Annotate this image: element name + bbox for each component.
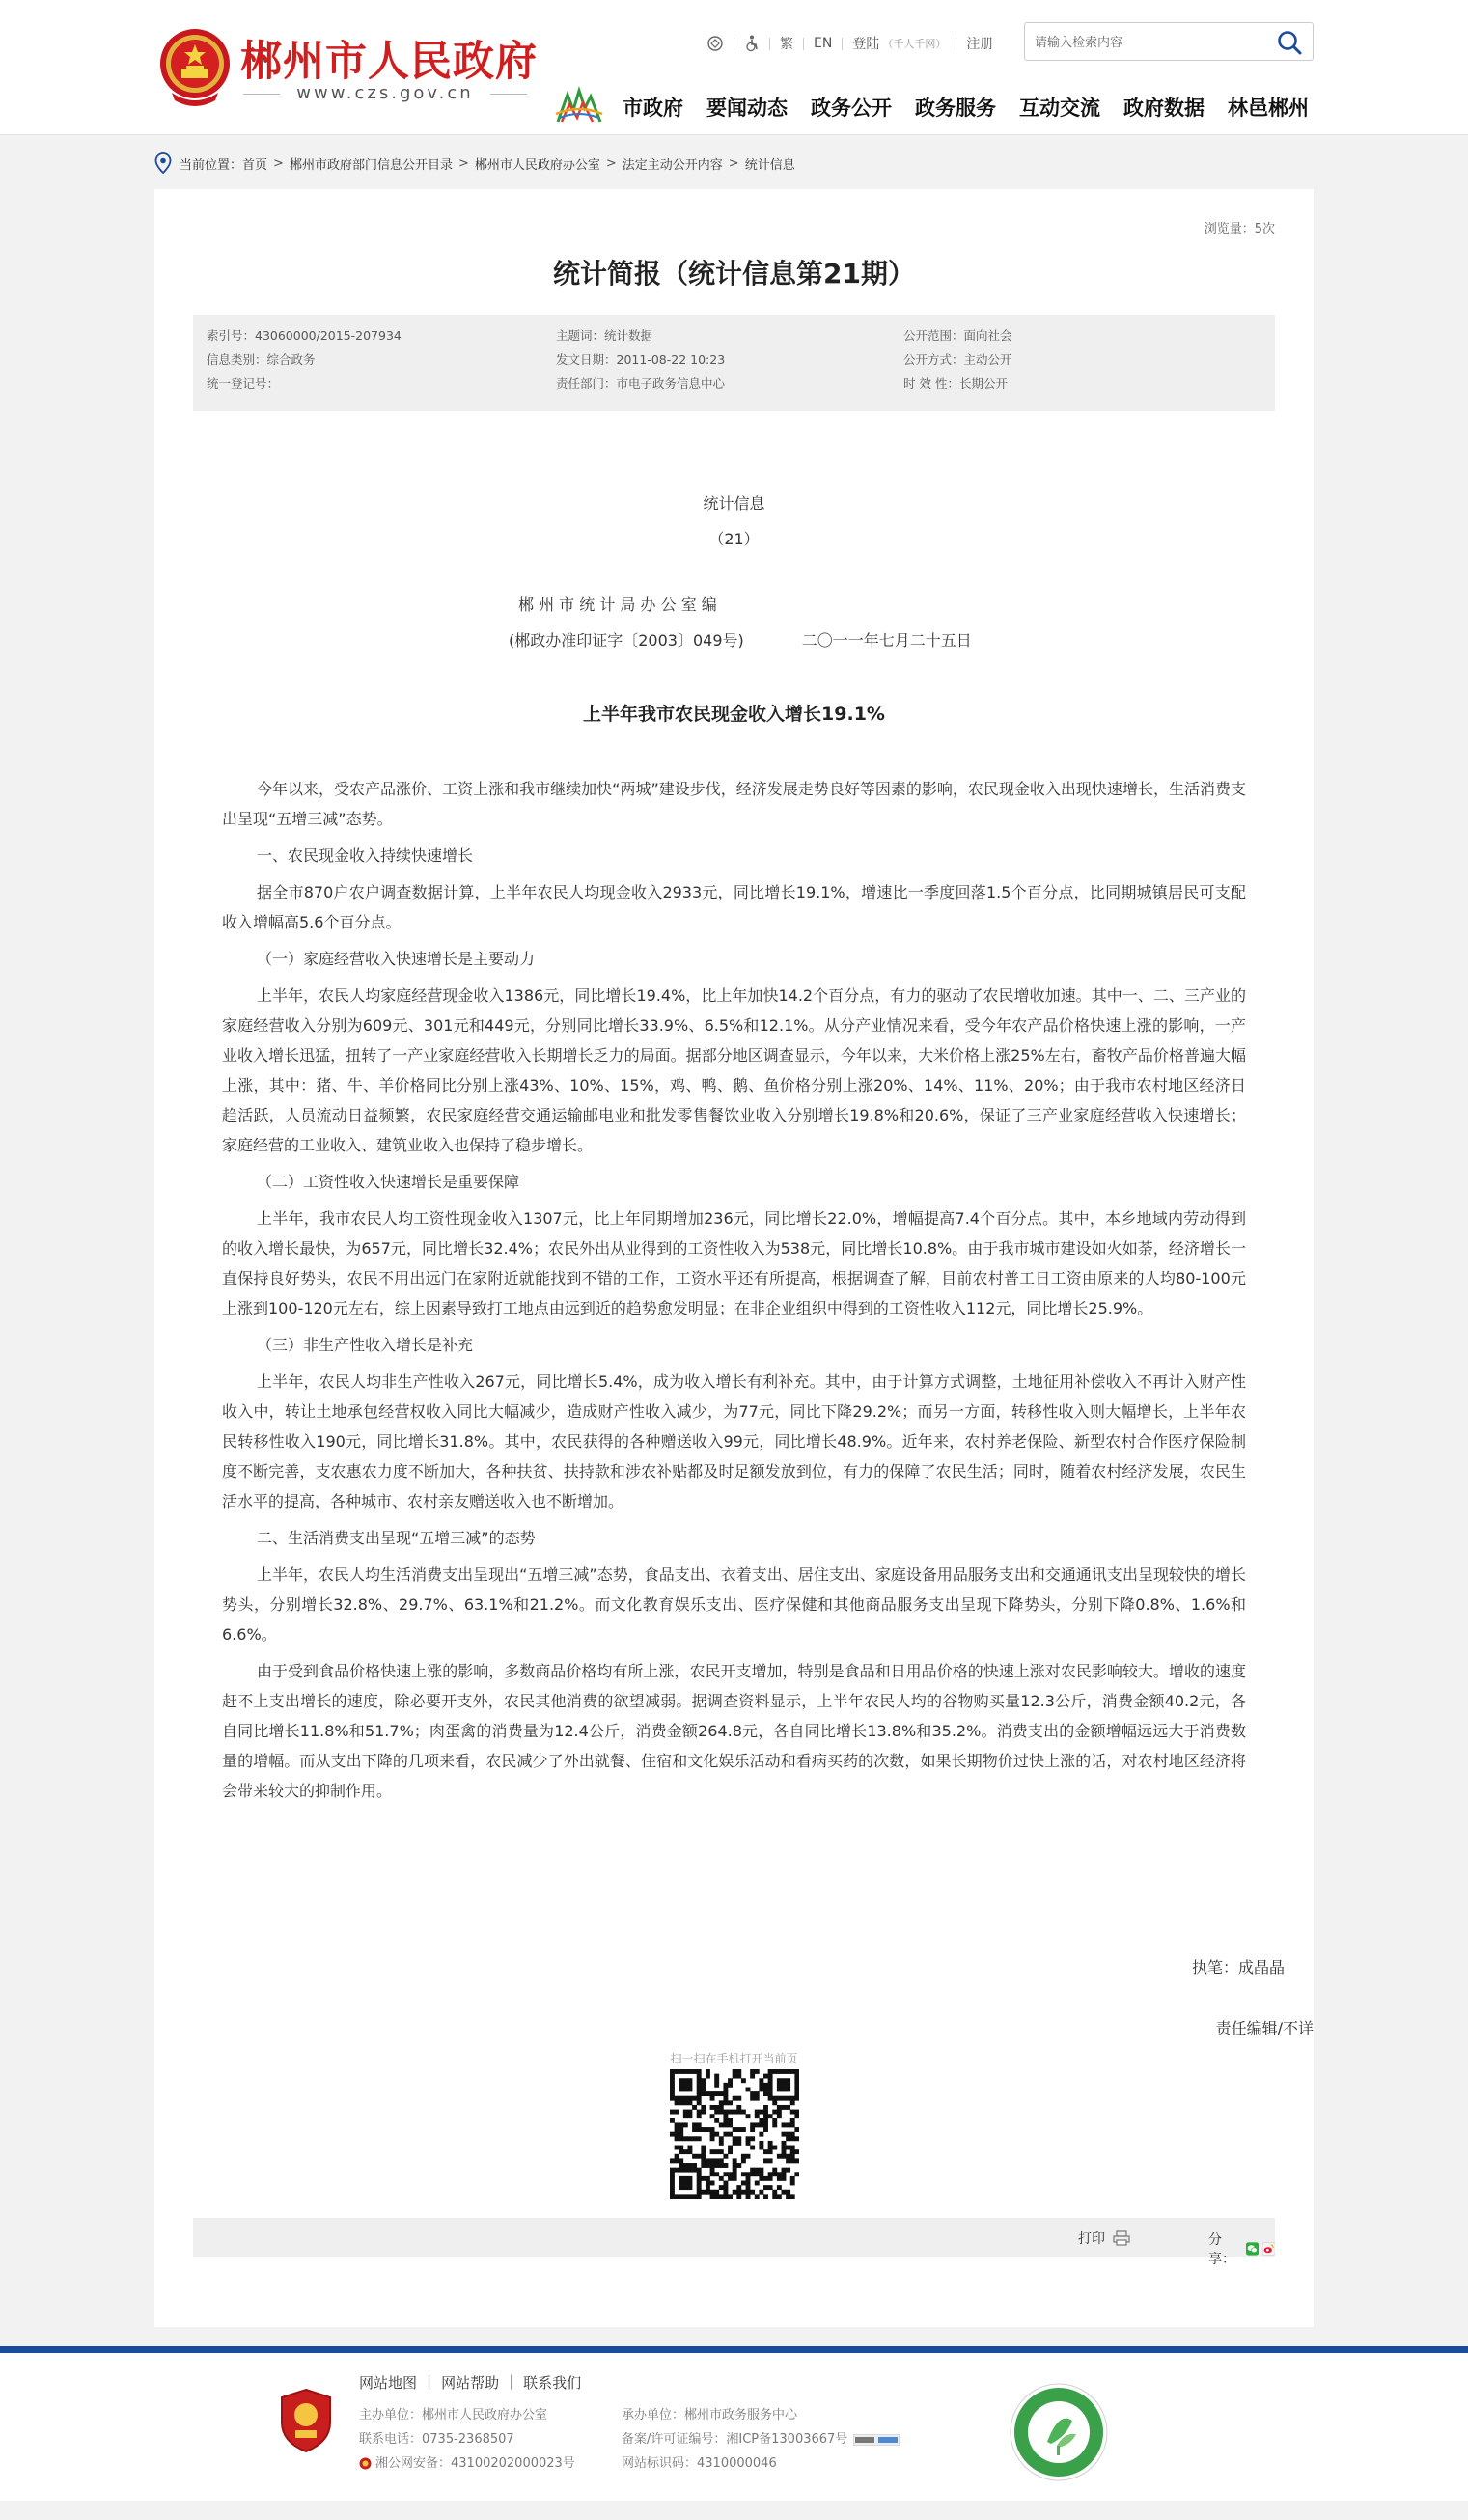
site-header (0, 0, 1468, 135)
section-heading: （一）家庭经营收入快速增长是主要动力 (257, 950, 536, 968)
section-heading: 二、生活消费支出呈现“五增三减”的态势 (257, 1529, 536, 1547)
weibo-icon[interactable] (1262, 2241, 1275, 2257)
footer-police[interactable] (359, 2451, 622, 2476)
page-title: 统计简报（统计信息第21期） (553, 258, 915, 290)
footer-host: 主办单位：郴州市人民政府办公室 (359, 2408, 548, 2423)
footer-link-contact[interactable]: 联系我们 (523, 2374, 582, 2392)
view-count: 浏览量：5次 (1204, 222, 1275, 236)
party-government-badge-icon[interactable] (278, 2388, 334, 2453)
nav-item-data[interactable]: 政府数据 (1123, 97, 1205, 120)
footer-info (359, 2403, 900, 2476)
meta-reg-no: 统一登记号： (207, 376, 280, 391)
meta-subject: 主题词：统计数据 (556, 328, 653, 343)
footer-bottom-strip (0, 2501, 1468, 2520)
login-link[interactable] (843, 34, 956, 53)
breadcrumb-disclosure[interactable]: 法定主动公开内容 (622, 157, 723, 173)
accessibility-icon[interactable] (697, 35, 734, 52)
nav-item-linyi[interactable]: 林邑郴州 (1228, 97, 1309, 120)
login-label: 登陆 (852, 37, 880, 52)
article-body (222, 488, 1246, 1813)
breadcrumb-separator: > (605, 155, 617, 171)
paragraph: 上半年，我市农民人均工资性现金收入1307元，比上年同期增加236元，同比增长22.0%，增幅提高7.4个百分点。其中，本乡地域内劳动得到的收入增长最快，为657元，同比增长32.4%；农民外出从业得到的工资性收入为538元，同比增长10.8%。由于我市城市建设如火如荼，经济增长一直保持良好势头，农民不用出远门在家附近就能找到不错的工作，工资水平还有所提高，根据调查了解，目前农村普工日工资由原来的人均80-100元上涨到100-120元左右，综上因素导致打工地点由远到近的趋势愈发明显；在非企业组织中得到的工资性收入112元，同比增长25.9%。 (222, 1209, 1246, 1317)
breadcrumb-office[interactable]: 郴州市人民政府办公室 (474, 157, 600, 173)
traditional-chinese-link[interactable]: 繁 (780, 37, 793, 52)
police-badge-icon (359, 2457, 372, 2470)
article-issue-date: 二〇一一年七月二十五日 (801, 631, 972, 650)
article-headline: 上半年我市农民现金收入增长19.1% (583, 704, 885, 725)
footer-police-text: 湘公网安备：43100202000023号 (375, 2456, 575, 2471)
paragraph: 上半年，农民人均家庭经营现金收入1386元，同比增长19.4%，比上年加快14.2个百分点，有力的驱动了农民增收加速。其中一、二、三产业的家庭经营收入分别为609元、301元和449元，分别同比增长33.9%、6.5%和12.1%。从分产业情况来看，受今年农产品价格快速上涨的影响，一产业收入增长迅猛，扭转了一产业家庭经营收入长期增长乏力的局面。据部分地区调查显示，今年以来，大米价格上涨25%左右，畜牧产品价格普遍大幅上涨，其中：猪、牛、羊价格同比分别上涨43%、10%、15%，鸡、鸭、鹅、鱼价格分别上涨20%、14%、11%、20%；由于我市农村地区经济日趋活跃，人员流动日益频繁，农民家庭经营交通运输邮电业和批发零售餐饮业收入分别增长19.8%和20.6%，保证了三产业家庭经营收入快速增长；家庭经营的工业收入、建筑业收入也保持了稳步增长。 (222, 986, 1246, 1154)
share-label: 分享： (1208, 2232, 1235, 2267)
article-panel (154, 189, 1314, 2327)
paragraph: 上半年，农民人均非生产性收入267元，同比增长5.4%，成为收入增长有利补充。其中，由于计算方式调整，土地征用补偿收入不再计入财产性收入中，转让土地承包经营权收入同比大幅减少，造成财产性收入减少，为77元，同比下降29.2%；而另一方面，转移性收入则大幅增长，上半年农民转移性收入190元，同比增长31.8%。其中，农民获得的各种赠送收入99元，同比增长48.9%。近年来，农村养老保险、新型农村合作医疗保险制度不断完善，支农惠农力度不断加大，各种扶贫、扶持款和涉农补贴都及时足额发放到位，有力的保障了农民生活；同时，随着农村经济发展，农民生活水平的提高，各种城市、农村亲友赠送收入也不断增加。 (222, 1372, 1246, 1510)
footer-site-code: 网站标识码：4310000046 (622, 2456, 777, 2471)
footer-organizer: 承办单位：郴州市政务服务中心 (622, 2408, 798, 2423)
footer-link-sitemap[interactable]: 网站地图 (359, 2374, 418, 2392)
meta-publish-date: 发文日期：2011-08-22 10:23 (556, 352, 726, 367)
share-bar (1208, 2229, 1275, 2268)
nav-item-open-affairs[interactable]: 政务公开 (811, 97, 892, 120)
paragraph: 上半年，农民人均生活消费支出呈现出“五增三减”态势，食品支出、衣着支出、居住支出、家庭设备用品服务支出和交通通讯支出呈现较快的增长势头，分别增长32.8%、29.7%、63.1%和21.2%。而文化教育娱乐支出、医疗保健和其他商品服务支出呈现下降势头，分别下降0.8%、1.6%和6.6%。 (222, 1565, 1246, 1644)
meta-scope: 公开范围：面向社会 (903, 328, 1012, 343)
qr-code (670, 2069, 799, 2199)
article-permit: (郴政办准印证字〔2003〕049号) (509, 631, 744, 650)
section-heading: （二）工资性收入快速增长是重要保障 (257, 1173, 520, 1191)
meta-department: 责任部门：市电子政务信息中心 (556, 376, 726, 391)
footer-icp[interactable]: 备案/许可证编号：湘ICP备13003667号 (622, 2432, 848, 2447)
search-input[interactable] (1035, 31, 1257, 54)
breadcrumb-current[interactable]: 统计信息 (744, 157, 795, 173)
printer-icon (1113, 2230, 1130, 2246)
meta-validity: 时 效 性：长期公开 (903, 376, 1008, 391)
breadcrumb (154, 152, 795, 174)
document-metadata (193, 315, 1275, 411)
print-label: 打印 (1078, 2231, 1105, 2247)
footer-link-help[interactable]: 网站帮助 (441, 2374, 500, 2392)
paragraph: 据全市870户农户调查数据计算，上半年农民人均现金收入2933元，同比增长19.1%，增速比一季度回落1.5个百分点，比同期城镇居民可支配收入增幅高5.6个百分点。 (222, 883, 1246, 931)
location-pin-icon (154, 152, 172, 174)
article-paragraphs (222, 774, 1246, 1806)
breadcrumb-separator: > (728, 155, 739, 171)
divider: | (509, 2372, 514, 2390)
paragraph: 由于受到食品价格快速上涨的影响，多数商品价格均有所上涨，农民开支增加，特别是食品和日用品价格的快速上涨对农民影响较大。增收的速度赶不上支出增长的速度，除必要开支外，农民其他消费的欲望减弱。据调查资料显示，上半年农民人均的谷物购买量12.3公斤，消费金额40.2元，各自同比增长11.8%和51.7%；肉蛋禽的消费量为12.4公斤，消费金额264.8元，各自同比增长13.8%和35.2%。消费支出的金额增幅远远大于消费数量的增幅。而从支出下降的几项来看，农民减少了外出就餐、住宿和文化娱乐活动和看病买药的次数，如果长期物价过快上涨的话，对农村地区经济将会带来较大的抑制作用。 (222, 1662, 1246, 1800)
print-button[interactable] (1078, 2229, 1130, 2248)
icp-badge-icon (853, 2434, 900, 2446)
article-issue-number: （21） (708, 530, 760, 548)
site-title[interactable]: 郴州市人民政府 (240, 38, 538, 86)
meta-index-no: 索引号：43060000/2015-207934 (207, 328, 402, 343)
meta-category: 信息类别：综合政务 (207, 352, 316, 367)
breadcrumb-label: 当前位置： (180, 157, 243, 173)
nav-item-interaction[interactable]: 互动交流 (1019, 97, 1100, 120)
nav-item-government[interactable]: 市政府 (623, 97, 683, 120)
breadcrumb-home[interactable]: 首页 (242, 157, 268, 173)
section-heading: （三）非生产性收入增长是补充 (257, 1336, 474, 1354)
article-heading: 统计信息 (703, 494, 765, 512)
search-icon[interactable] (1276, 29, 1303, 56)
city-logo-icon (554, 85, 604, 125)
section-heading: 一、农民现金收入持续快速增长 (257, 846, 474, 865)
english-link[interactable]: EN (814, 36, 833, 51)
top-links (697, 33, 1003, 54)
civilized-site-seal-icon[interactable] (1009, 2382, 1109, 2482)
login-note: （千人千网） (882, 38, 947, 50)
register-link[interactable]: 注册 (966, 37, 994, 52)
divider: | (427, 2372, 432, 2390)
site-footer (0, 2353, 1468, 2501)
wechat-icon[interactable] (1246, 2241, 1259, 2257)
site-url: www.czs.gov.cn (243, 83, 527, 103)
nav-item-news[interactable]: 要闻动态 (706, 97, 788, 120)
search-box (1024, 22, 1314, 61)
article-author: 执笔：成晶晶 (1191, 1958, 1285, 1977)
footer-links (359, 2372, 581, 2393)
qr-tip: 扫一扫在手机打开当前页 (670, 2052, 798, 2065)
nav-item-services[interactable]: 政务服务 (915, 97, 996, 120)
breadcrumb-separator: > (273, 155, 284, 171)
meta-method: 公开方式：主动公开 (903, 352, 1012, 367)
article-permit-line (509, 625, 1246, 655)
article-issuer: 郴 州 市 统 计 局 办 公 室 编 (518, 595, 717, 614)
wheelchair-icon[interactable] (734, 35, 769, 52)
main-nav (623, 93, 1309, 122)
article-toolbar (193, 2218, 1275, 2267)
breadcrumb-directory[interactable]: 郴州市政府部门信息公开目录 (289, 157, 453, 173)
national-emblem-icon[interactable] (157, 25, 233, 108)
breadcrumb-separator: > (457, 155, 469, 171)
article-editor: 责任编辑/不详 (1215, 2019, 1314, 2037)
footer-phone: 联系电话：0735-2368507 (359, 2432, 514, 2447)
paragraph: 今年以来，受农产品涨价、工资上涨和我市继续加快“两城”建设步伐，经济发展走势良好等因素的影响，农民现金收入出现快速增长，生活消费支出呈现“五增三减”态势。 (222, 780, 1246, 828)
footer-divider (0, 2346, 1468, 2353)
